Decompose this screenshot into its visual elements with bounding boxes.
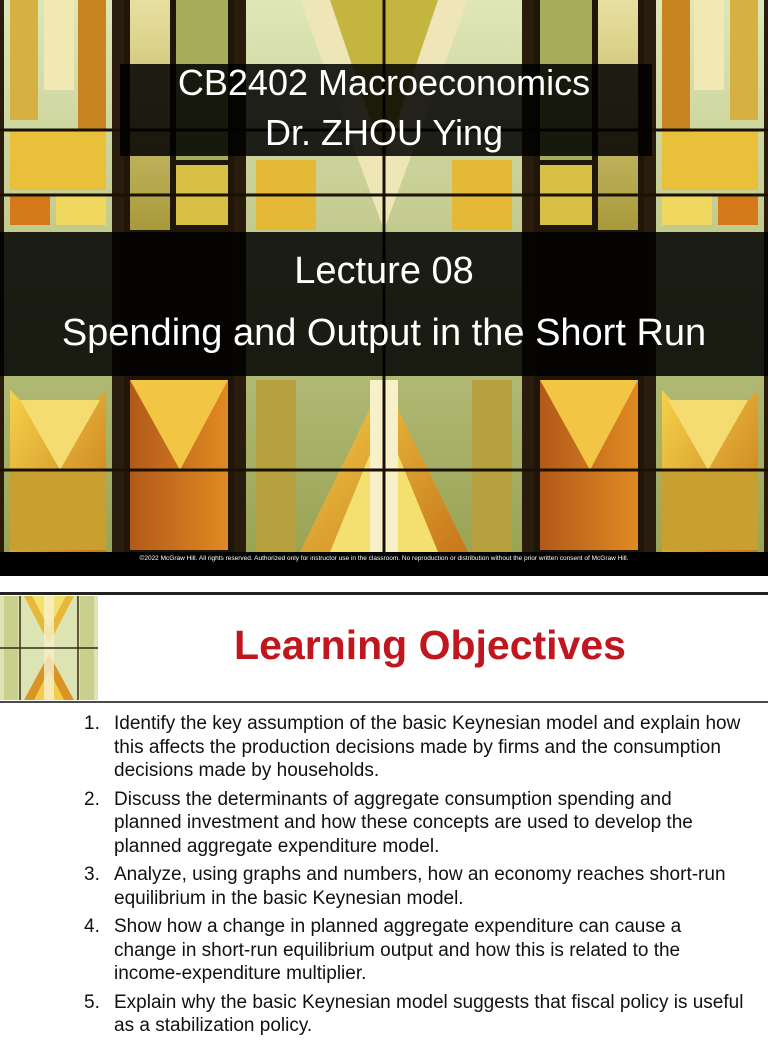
objective-number: 5. bbox=[84, 991, 100, 1013]
objective-number: 4. bbox=[84, 916, 100, 937]
list-item bbox=[84, 915, 744, 986]
objective-text: Discuss the determinants of aggregate consumption spending and planned investment and how these concepts are used to develop the planned aggregate expenditure model. bbox=[114, 788, 693, 857]
slide-heading: Learning Objectives bbox=[234, 622, 626, 668]
course-code: CB2402 Macroeconomics bbox=[177, 62, 591, 103]
list-item bbox=[84, 788, 744, 859]
lecture-number: Lecture 08 bbox=[294, 250, 474, 292]
learning-objectives-slide bbox=[0, 592, 768, 1036]
objective-number: 2. bbox=[84, 788, 100, 810]
objective-text: Analyze, using graphs and numbers, how an economy reaches short-run equilibrium in the basic Keynesian model. bbox=[114, 864, 726, 909]
objective-text: Identify the key assumption of the basic Keynesian model and explain how this affects the production decisions made by firms and the consumption decisions made by households. bbox=[114, 713, 741, 781]
copyright-notice: ©2022 McGraw Hill. All rights reserved. Authorized only for instructor use in the classroom. No reproduction or distribution without the prior written consent of McGraw Hill. bbox=[139, 555, 629, 562]
heading-rule bbox=[0, 701, 768, 703]
lecture-title: Spending and Output in the Short Run bbox=[61, 312, 707, 354]
stained-glass-thumbnail bbox=[0, 596, 98, 700]
objective-text: Show how a change in planned aggregate expenditure can cause a change in short-run equilibrium output and how this is related to the income-expenditure multiplier. bbox=[114, 916, 682, 984]
objective-number: 3. bbox=[84, 864, 100, 885]
list-item bbox=[84, 863, 744, 910]
list-item bbox=[84, 991, 744, 1038]
instructor-name: Dr. ZHOU Ying bbox=[264, 112, 504, 153]
slide-top-rule bbox=[0, 592, 768, 595]
objective-text: Explain why the basic Keynesian model suggests that fiscal policy is useful as a stabilization policy. bbox=[114, 991, 744, 1036]
objectives-list bbox=[84, 712, 744, 1043]
objective-number: 1. bbox=[84, 713, 100, 734]
list-item bbox=[84, 712, 744, 783]
